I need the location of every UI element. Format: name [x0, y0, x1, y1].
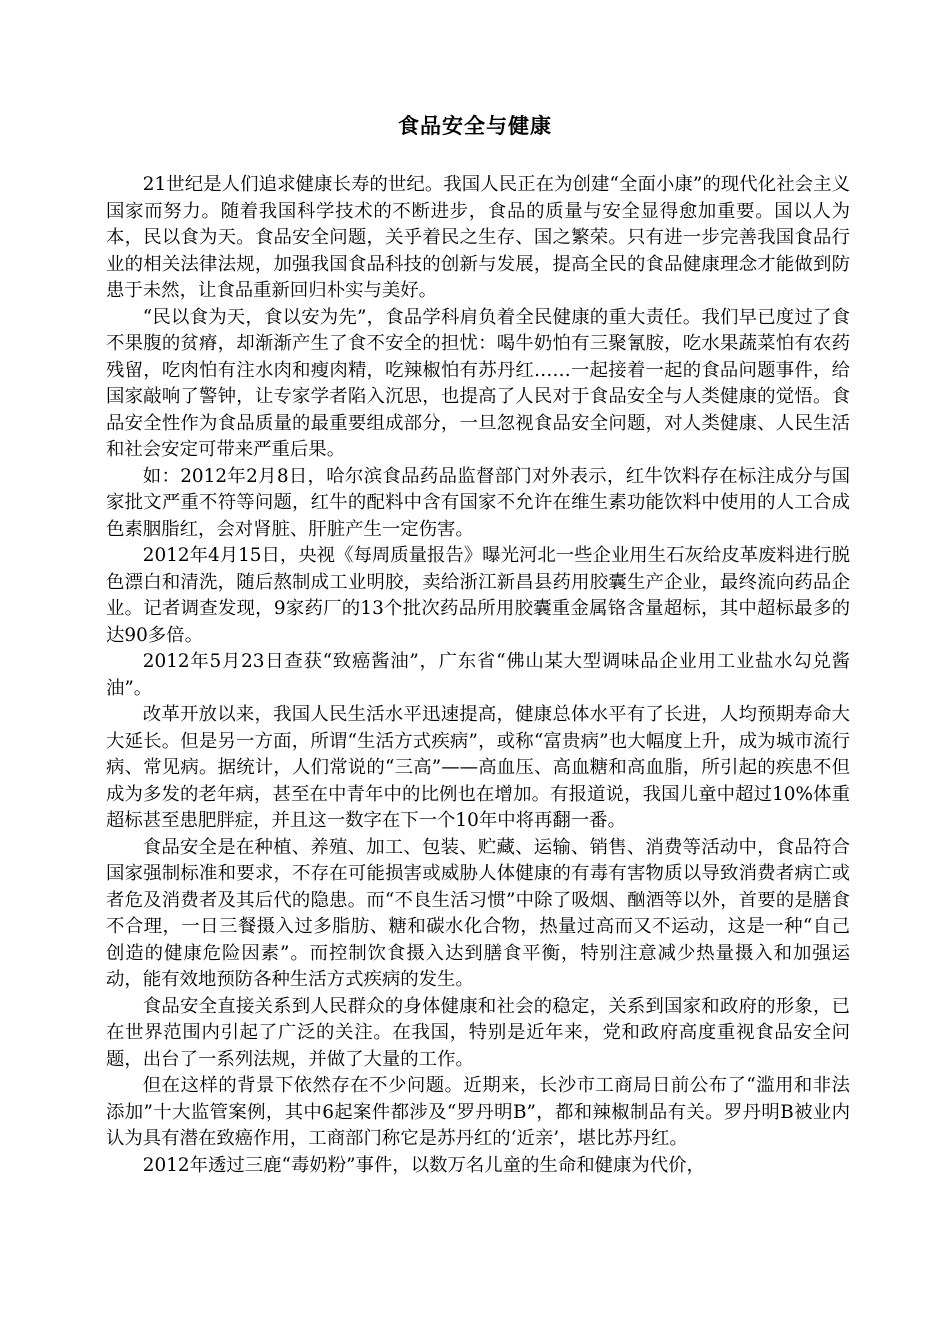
paragraph: 2012年5月23日查获“致癌酱油”，广东省“佛山某大型调味品企业用工业盐水勾兑酱油”。	[106, 651, 850, 699]
paragraph: 但在这样的背景下依然存在不少问题。近期来，长沙市工商局日前公布了“滥用和非法添加”十大监管案例，其中6起案件都涉及“罗丹明B”，都和辣椒制品有关。罗丹明B被业内认为具有潜在致癌作用，工商部门称它是苏丹红的‘近亲’，堪比苏丹红。	[106, 1075, 850, 1149]
document-title: 食品安全与健康	[398, 113, 552, 138]
paragraph: 食品安全直接关系到人民群众的身体健康和社会的稳定，关系到国家和政府的形象，已在世界范围内引起了广泛的关注。在我国，特别是近年来，党和政府高度重视食品安全问题，出台了一系列法规，并做了大量的工作。	[106, 995, 850, 1070]
paragraph: 食品安全是在种植、养殖、加工、包装、贮藏、运输、销售、消费等活动中，食品符合国家强制标准和要求，不存在可能损害或威胁人体健康的有毒有害物质以导致消费者病亡或者危及消费者及其后代的隐患。而“不良生活习惯”中除了吸烟、酗酒等以外，首要的是膳食不合理，一日三餐摄入过多脂肪、糖和碳水化合物，热量过高而又不运动，这是一种“自己创造的健康危险因素”。而控制饮食摄入达到膳食平衡，特别注意减少热量摄入和加强运动，能有效地预防各种生活方式疾病的发生。	[106, 836, 850, 990]
paragraph: “民以食为天，食以安为先”，食品学科肩负着全民健康的重大责任。我们早已度过了食不果腹的贫瘠，却渐渐产生了食不安全的担忧：喝牛奶怕有三聚氰胺，吃水果蔬菜怕有农药残留，吃肉怕有注水肉和瘦肉精，吃辣椒怕有苏丹红……一起接着一起的食品问题事件，给国家敲响了警钟，让专家学者陷入沉思，也提高了人民对于食品安全与人类健康的觉悟。食品安全性作为食品质量的最重要组成部分，一旦忽视食品安全问题，对人类健康、人民生活和社会安定可带来严重后果。	[106, 306, 850, 460]
paragraph: 21世纪是人们追求健康长寿的世纪。我国人民正在为创建“全面小康”的现代化社会主义国家而努力。随着我国科学技术的不断进步，食品的质量与安全显得愈加重要。国以人为本，民以食为天。食品安全问题，关乎着民之生存、国之繁荣。只有进一步完善我国食品行业的相关法律法规，加强我国食品科技的创新与发展，提高全民的食品健康理念才能做到防患于未然，让食品重新回归朴实与美好。	[106, 174, 850, 301]
paragraph: 如：2012年2月8日，哈尔滨食品药品监督部门对外表示，红牛饮料存在标注成分与国家批文严重不符等问题，红牛的配料中含有国家不允许在维生素功能饮料中使用的人工合成色素胭脂红，会对肾脏、肝脏产生一定伤害。	[106, 465, 850, 540]
document-body	[106, 172, 850, 1179]
paragraph: 改革开放以来，我国人民生活水平迅速提高，健康总体水平有了长进，人均预期寿命大大延长。但是另一方面，所谓“生活方式疾病”，或称“富贵病”也大幅度上升，成为城市流行病、常见病。据统计，人们常说的“三高”——高血压、高血糖和高血脂，所引起的疾患不但成为多发的老年病，甚至在中青年中的比例也在增加。有报道说，我国儿童中超过10%体重超标甚至患肥胖症，并且这一数字在下一个10年中将再翻一番。	[106, 704, 850, 831]
paragraph: 2012年4月15日，央视《每周质量报告》曝光河北一些企业用生石灰给皮革废料进行脱色漂白和清洗，随后熬制成工业明胶，卖给浙江新昌县药用胶囊生产企业，最终流向药品企业。记者调查发现，9家药厂的13个批次药品所用胶囊重金属铬含量超标，其中超标最多的达90多倍。	[106, 545, 850, 646]
paragraph: 2012年透过三鹿“毒奶粉”事件，以数万名儿童的生命和健康为代价，	[142, 1154, 705, 1176]
